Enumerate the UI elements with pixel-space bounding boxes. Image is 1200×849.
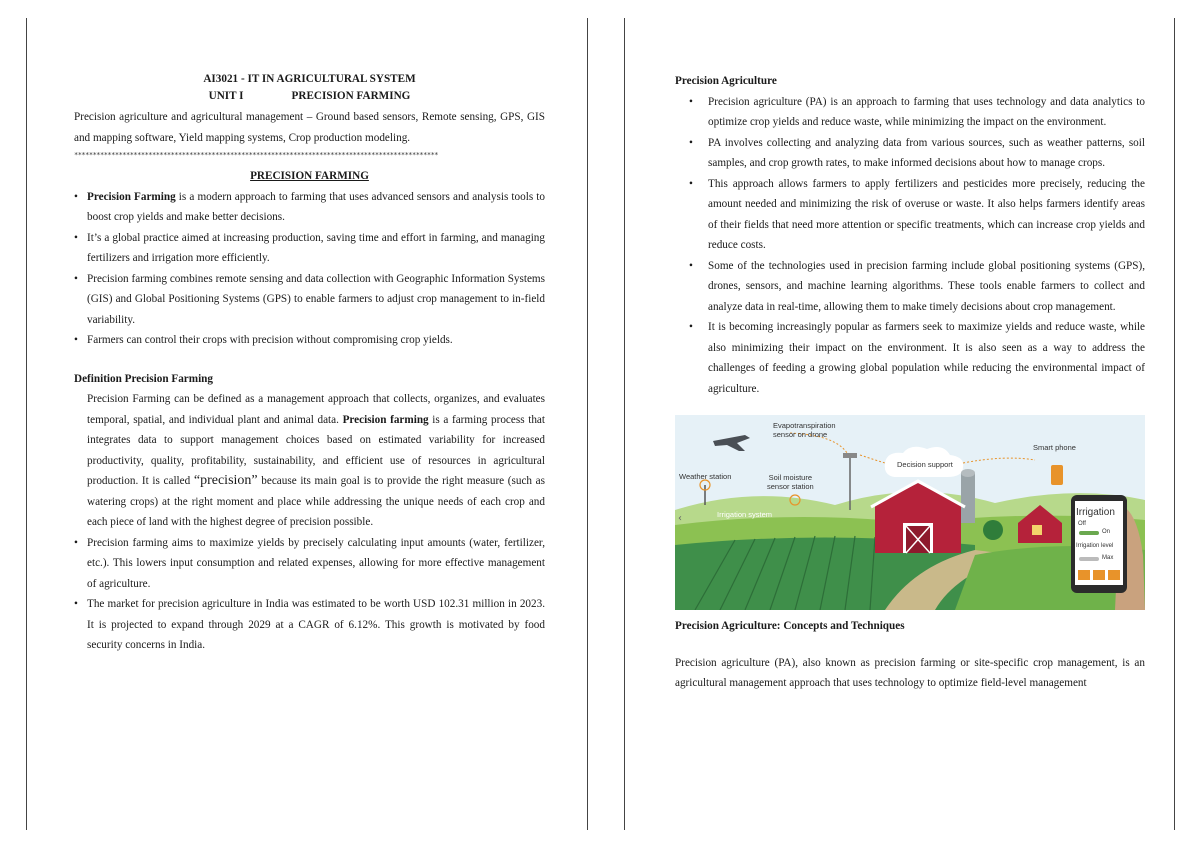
- list-item: [87, 330, 545, 351]
- section-title: PRECISION FARMING: [250, 170, 369, 182]
- phone-max-label: Max: [1102, 555, 1114, 561]
- unit-label: UNIT I: [208, 90, 244, 102]
- unit-title: PRECISION FARMING: [291, 90, 411, 102]
- page-right-content: [675, 71, 1145, 694]
- list-item: [87, 269, 545, 331]
- unit-heading: [74, 88, 545, 105]
- page-left-content: [74, 71, 545, 656]
- list-item: • It is becoming increasingly popular as farmers seek to maximize yields and reduce waste, while also minimizing their impact on the environment. It is also seen as a way to address the challenges of feeding a growing global population while reducing the environmental impact of agriculture.: [708, 317, 1145, 399]
- window: [1032, 525, 1042, 535]
- definition-title: Definition Precision Farming: [74, 372, 214, 385]
- turbine-head: [843, 453, 857, 458]
- syllabus-text: Precision agriculture and agricultural management – Ground based sensors, Remote sensing, GPS, GIS and mapping software, Yield mapping systems, Crop production modeling.: [74, 111, 545, 144]
- list-item: • Precision agriculture (PA) is an approach to farming that uses technology and data analytics to optimize crop yields and reduce waste, while minimizing the impact on the environment.: [708, 92, 1145, 133]
- phone-title: Irrigation: [1076, 507, 1115, 518]
- precision-agriculture-illustration: [675, 415, 1145, 610]
- bullet-text: Precision farming combines remote sensing and data collection with Geographic Information Systems (GIS) and Global Positioning Systems (GPS) to enable farmers to adjust crop management to in-field variability.: [87, 272, 545, 326]
- bullet-text: is a modern approach to farming that uses advanced sensors and analysis tools to boost crop yields and make better decisions.: [87, 190, 545, 223]
- precision-agriculture-bullets: [675, 92, 1145, 400]
- label-weather-station: Weather station: [679, 472, 732, 481]
- label-irrigation-system: Irrigation system: [717, 510, 773, 519]
- phone-off-label: Off: [1078, 521, 1086, 527]
- label-evapotranspiration: Evapotranspiration sensor on drone: [773, 421, 836, 439]
- label-decision-support: Decision support: [897, 460, 953, 469]
- bullet-text: Farmers can control their crops with precision without compromising crop yields.: [87, 334, 453, 346]
- bullet-text: It’s a global practice aimed at increasing production, saving time and effort in farming, and managing fertilizers and irrigation more efficiently.: [87, 231, 545, 264]
- precision-farming-bullets-2: [74, 533, 545, 656]
- smart-phone-icon: [1051, 465, 1063, 485]
- silo-top: [961, 469, 975, 477]
- chevron-left-icon: ‹: [678, 513, 682, 524]
- list-item: • Some of the technologies used in precision farming include global positioning systems (GPS), drones, sensors, and machine learning algorithms. These tools enable farmers to collect and analyze data in real-time, allowing them to make timely decisions about crop management.: [708, 256, 1145, 318]
- definition-quote: “precision”: [193, 473, 258, 488]
- phone-level-label: Irrigation level: [1076, 543, 1114, 549]
- label-smart-phone: Smart phone: [1033, 443, 1076, 452]
- phone-button: [1108, 570, 1120, 580]
- definition-part: because its main goal is to provide the right measure (such as watering crops) at the right moment and place while addressing the unique needs of each crop and each piece of land with the highest degree of precision possible.: [87, 475, 545, 528]
- phone-button: [1078, 570, 1090, 580]
- document-page-left: [26, 18, 588, 830]
- list-item: [87, 228, 545, 269]
- divider-stars: **************************************************************************************************: [74, 151, 439, 159]
- definition-bold: Precision farming: [342, 413, 429, 426]
- bullet-bold: Precision Farming: [87, 190, 176, 203]
- irrigation-level-slider: [1079, 557, 1099, 561]
- list-item: • PA involves collecting and analyzing data from various sources, such as weather patterns, soil samples, and crop growth rates, to make informed decisions about how to manage crops.: [708, 133, 1145, 174]
- precision-agriculture-heading: Precision Agriculture: [675, 75, 777, 87]
- intro-paragraph: Precision agriculture (PA), also known as precision farming or site-specific crop management, is an agricultural management approach that uses technology to optimize field-level management: [675, 656, 1145, 689]
- figure-caption: Precision Agriculture: Concepts and Techniques: [675, 620, 905, 632]
- list-item: [87, 187, 545, 228]
- list-item: • This approach allows farmers to apply fertilizers and pesticides more precisely, reducing the amount needed and minimizing the risk of overuse or waste. It also helps farmers identify areas of their fields that need more attention or specific treatments, which can increase crop yields and reduce costs.: [708, 174, 1145, 256]
- list-item: • The market for precision agriculture in India was estimated to be worth USD 102.31 million in 2023. It is projected to expand through 2029 at a CAGR of 6.12%. This growth is motivated by food security concerns in India.: [87, 594, 545, 656]
- document-page-right: [624, 18, 1175, 830]
- course-title: AI3021 - IT IN AGRICULTURAL SYSTEM: [203, 73, 416, 85]
- definition-part: Precision Farming can be defined as a management approach that collects, organizes, and evaluates temporal, spatial, and individual plant and animal data.: [87, 393, 545, 426]
- definition-paragraph: [74, 389, 545, 533]
- silo: [961, 473, 975, 523]
- phone-button: [1093, 570, 1105, 580]
- list-item: • Precision farming aims to maximize yields by precisely calculating input amounts (water, fertilizer, etc.). This lowers input consumption and related expenses, allowing for more effective management of agriculture.: [87, 533, 545, 595]
- precision-farming-bullets: [74, 187, 545, 351]
- definition-part: is a farming process that integrates data to support management choices based on estimated variability for increased productivity, quality, profitability, sustainability, and efficient use of resources in agricultural production. It is called: [87, 413, 545, 487]
- phone-on-label: On: [1102, 529, 1111, 535]
- tree: [983, 520, 1003, 540]
- label-soil-moisture: Soil moisture sensor station: [767, 473, 814, 491]
- irrigation-toggle: [1079, 531, 1099, 535]
